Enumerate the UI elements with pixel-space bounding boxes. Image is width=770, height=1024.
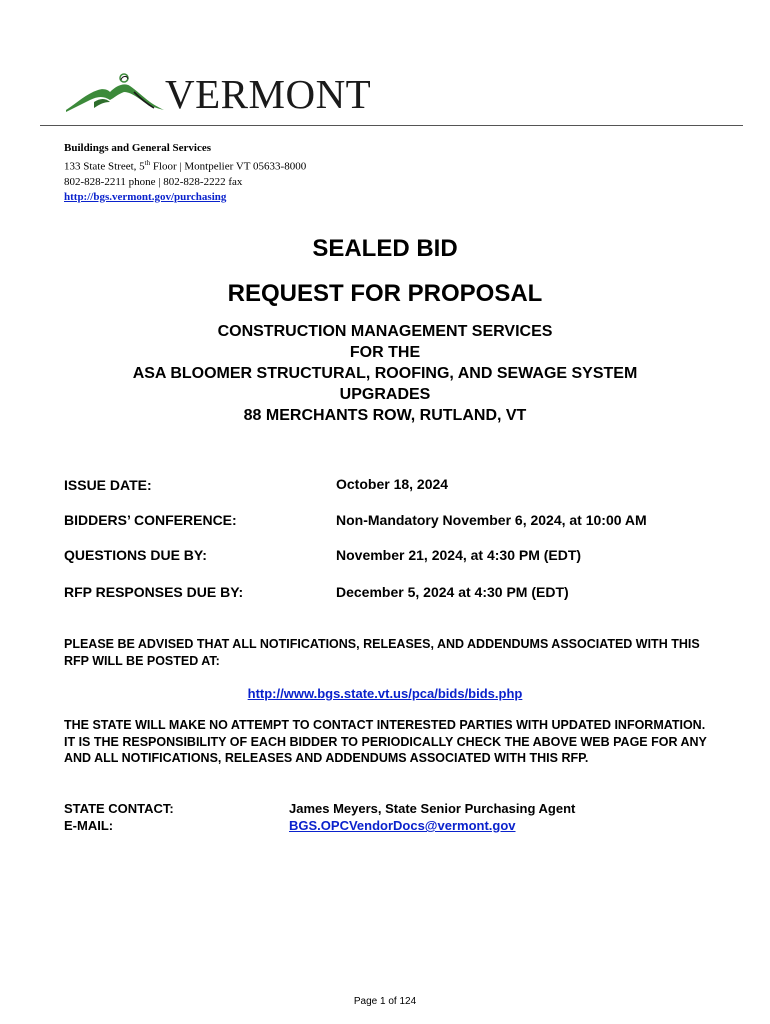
posting-notice: PLEASE BE ADVISED THAT ALL NOTIFICATIONS, RELEASES, AND ADDENDUMS ASSOCIATED WITH THIS RFP WILL BE POSTED AT: [64, 637, 700, 668]
issue-date-label: ISSUE DATE: [64, 477, 152, 493]
agency-address-block [64, 141, 306, 205]
page-number: Page 1 of 124 [353, 996, 417, 1007]
vermont-logo [64, 71, 372, 117]
agency-street-address: 133 State Street, 5th Floor | Montpelier VT 05633-8000 [64, 159, 307, 173]
questions-due-value: November 21, 2024, at 4:30 PM (EDT) [336, 547, 582, 563]
bidders-conference-label: BIDDERS’ CONFERENCE: [64, 512, 237, 528]
header-divider [40, 125, 743, 126]
bidders-conference-value: Non-Mandatory November 6, 2024, at 10:00 AM [336, 512, 647, 528]
subtitle-line: FOR THE [349, 344, 421, 361]
subtitle-line: CONSTRUCTION MANAGEMENT SERVICES [217, 323, 553, 340]
email-value [289, 817, 516, 834]
agency-url-link[interactable]: http://bgs.vermont.gov/purchasing [64, 190, 227, 203]
subtitle-line: 88 MERCHANTS ROW, RUTLAND, VT [243, 407, 527, 424]
mountain-logo-icon [64, 72, 169, 116]
subtitle-line: ASA BLOOMER STRUCTURAL, ROOFING, AND SEWAGE SYSTEM [132, 365, 638, 382]
issue-date-value: October 18, 2024 [336, 476, 449, 492]
responses-due-value: December 5, 2024 at 4:30 PM (EDT) [336, 584, 569, 600]
questions-due-label: QUESTIONS DUE BY: [64, 547, 207, 563]
posting-url-line [0, 685, 770, 702]
project-subtitle [0, 321, 770, 426]
responsibility-notice: THE STATE WILL MAKE NO ATTEMPT TO CONTACT INTERESTED PARTIES WITH UPDATED INFORMATION. IT IS THE RESPONSIBILITY OF EACH BIDDER TO PERIODICALLY CHECK THE ABOVE WEB PAGE FOR ANY AND ALL NOTIFICATIONS, RELEASES AND ADDENDUMS ASSOCIATED WITH THIS RFP. [64, 718, 707, 765]
subtitle-line: UPGRADES [339, 386, 431, 403]
contact-email-link[interactable]: BGS.OPCVendorDocs@vermont.gov [289, 818, 516, 833]
doc-title-sealed-bid: SEALED BID [312, 235, 458, 262]
agency-name: Buildings and General Services [64, 142, 211, 154]
posting-url-link[interactable]: http://www.bgs.state.vt.us/pca/bids/bids.php [247, 686, 523, 701]
email-label: E-MAIL: [64, 818, 114, 833]
responses-due-label: RFP RESPONSES DUE BY: [64, 584, 244, 600]
state-contact-label: STATE CONTACT: [64, 801, 174, 816]
agency-phone-fax: 802-828-2211 phone | 802-828-2222 fax [64, 175, 243, 188]
doc-title-rfp: REQUEST FOR PROPOSAL [227, 280, 543, 307]
state-contact-value: James Meyers, State Senior Purchasing Agent [289, 801, 576, 816]
logo-wordmark: VERMONT [165, 71, 372, 117]
